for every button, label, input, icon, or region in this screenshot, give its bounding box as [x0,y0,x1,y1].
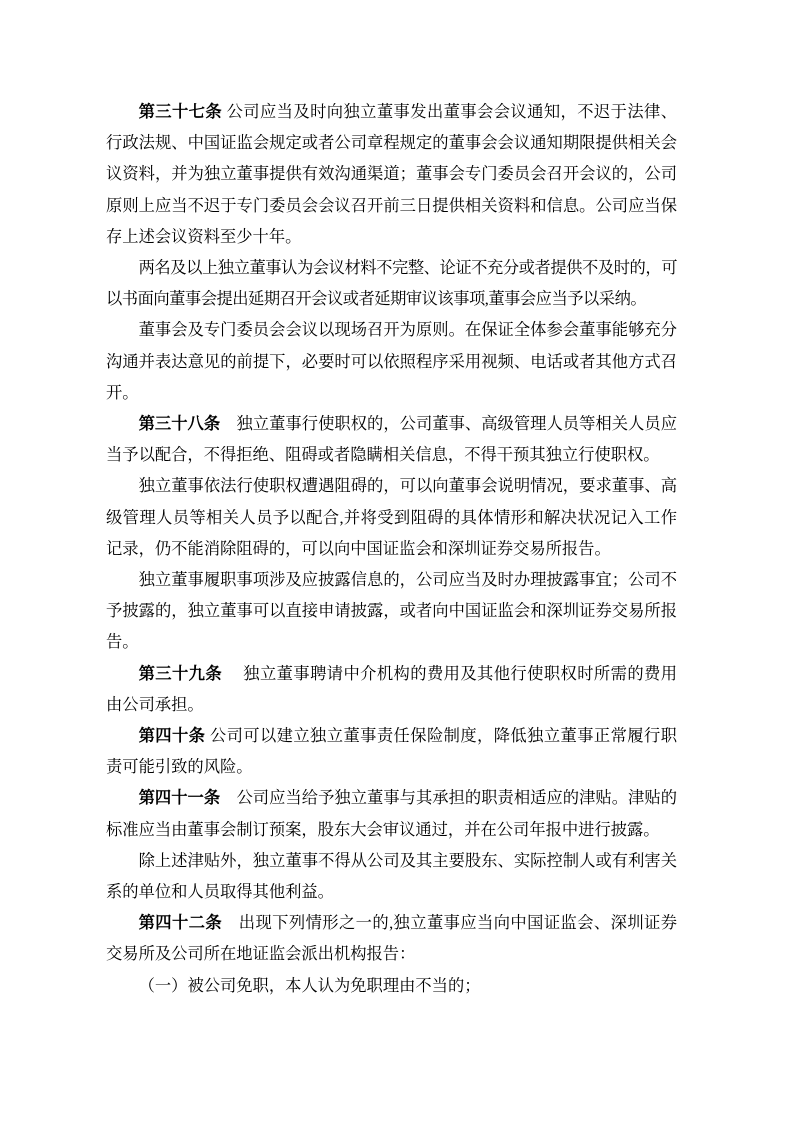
article-number: 第三十七条 [138,102,223,121]
paragraph-article-40 [106,720,677,782]
paragraph [106,845,677,907]
paragraph-text: 两名及以上独立董事认为会议材料不完整、论证不充分或者提供不及时的，可以书面向董事会提出延期召开会议或者延期审议该事项,董事会应当予以采纳。 [106,258,677,309]
article-number: 第四十二条 [138,913,223,933]
paragraph [106,470,677,564]
paragraph-article-41 [106,782,677,844]
article-number: 第三十九条 [138,663,223,683]
paragraph-text: 公司可以建立独立董事责任保险制度，降低独立董事正常履行职责可能引致的风险。 [106,726,677,777]
paragraph-article-37 [106,96,677,252]
paragraph-text: 除上述津贴外，独立董事不得从公司及其主要股东、实际控制人或有利害关系的单位和人员取得其他利益。 [106,850,677,902]
paragraph [106,314,677,408]
paragraph-text: 董事会及专门委员会会议以现场召开为原则。在保证全体参会董事能够充分沟通并表达意见的前提下，必要时可以依照程序采用视频、电话或者其他方式召开。 [106,320,677,402]
paragraph-text: 公司应当给予独立董事与其承担的职责相适应的津贴。津贴的标准应当由董事会制订预案，股东大会审议通过，并在公司年报中进行披露。 [106,788,677,839]
article-number: 第四十一条 [138,788,221,808]
paragraph-article-42 [106,907,677,969]
article-number: 第四十条 [138,726,206,746]
paragraph-text: 独立董事行使职权的，公司董事、高级管理人员等相关人员应当予以配合，不得拒绝、阻碍或者隐瞒相关信息，不得干预其独立行使职权。 [106,414,677,465]
paragraph-text: （一）被公司免职，本人认为免职理由不当的； [138,975,481,995]
paragraph-text: 出现下列情形之一的,独立董事应当向中国证监会、深圳证券交易所及公司所在地证监会派出机构报告： [106,913,677,964]
article-number: 第三十八条 [138,414,221,434]
paragraph-article-38 [106,408,677,470]
paragraph [106,252,677,314]
paragraph-text: 独立董事聘请中介机构的费用及其他行使职权时所需的费用由公司承担。 [106,663,677,714]
paragraph-list-item-1 [106,970,677,1001]
paragraph-text: 公司应当及时向独立董事发出董事会会议通知，不迟于法律、行政法规、中国证监会规定或者公司章程规定的董事会会议通知期限提供相关会议资料，并为独立董事提供有效沟通渠道；董事会专门委员会召开会议的，公司原则上应当不迟于专门委员会会议召开前三日提供相关资料和信息。公司应当保存上述会议资料至少十年。 [106,102,677,246]
paragraph-text: 独立董事履职事项涉及应披露信息的，公司应当及时办理披露事宜；公司不予披露的，独立董事可以直接申请披露，或者向中国证监会和深圳证券交易所报告。 [106,570,677,652]
paragraph-text: 独立董事依法行使职权遭遇阻碍的，可以向董事会说明情况，要求董事、高级管理人员等相关人员予以配合,并将受到阻碍的具体情形和解决状况记入工作记录，仍不能消除阻碍的，可以向中国证监会和深圳证券交易所报告。 [106,476,677,558]
paragraph [106,564,677,658]
paragraph-article-39 [106,658,677,720]
